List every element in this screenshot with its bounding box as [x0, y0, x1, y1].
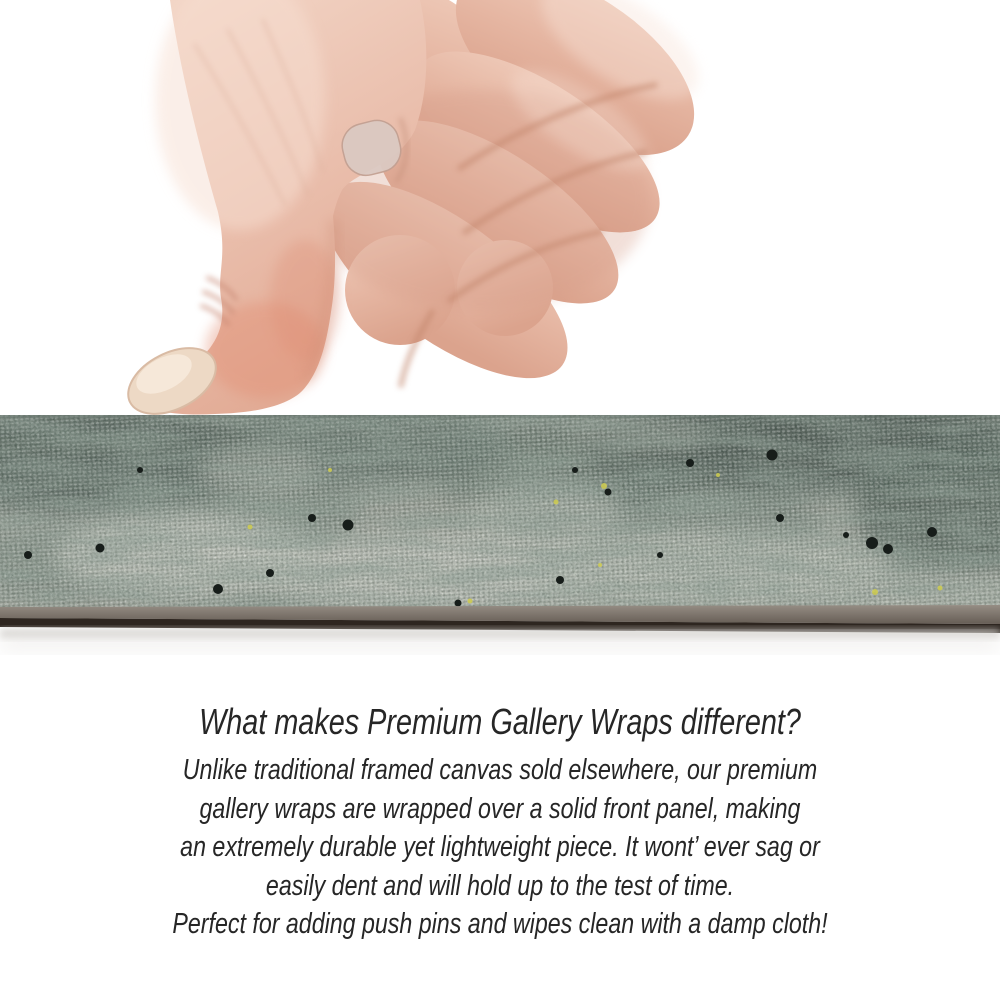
hand-pressing-photo: [100, 0, 710, 418]
caption-line: gallery wraps are wrapped over a solid front panel, making: [199, 792, 801, 825]
caption-line: easily dent and will hold up to the test of time.: [265, 869, 735, 902]
caption-block: [0, 701, 1000, 944]
canvas-texture: [0, 415, 1000, 625]
canvas-edge-photo: [0, 415, 1000, 660]
caption-line: an extremely durable yet lightweight piece. It wont’ ever sag or: [180, 831, 820, 863]
caption-heading: What makes Premium Gallery Wraps different?: [199, 701, 801, 742]
caption-line: Perfect for adding push pins and wipes clean with a damp cloth!: [172, 908, 828, 940]
caption-line: Unlike traditional framed canvas sold elsewhere, our premium: [182, 754, 818, 786]
